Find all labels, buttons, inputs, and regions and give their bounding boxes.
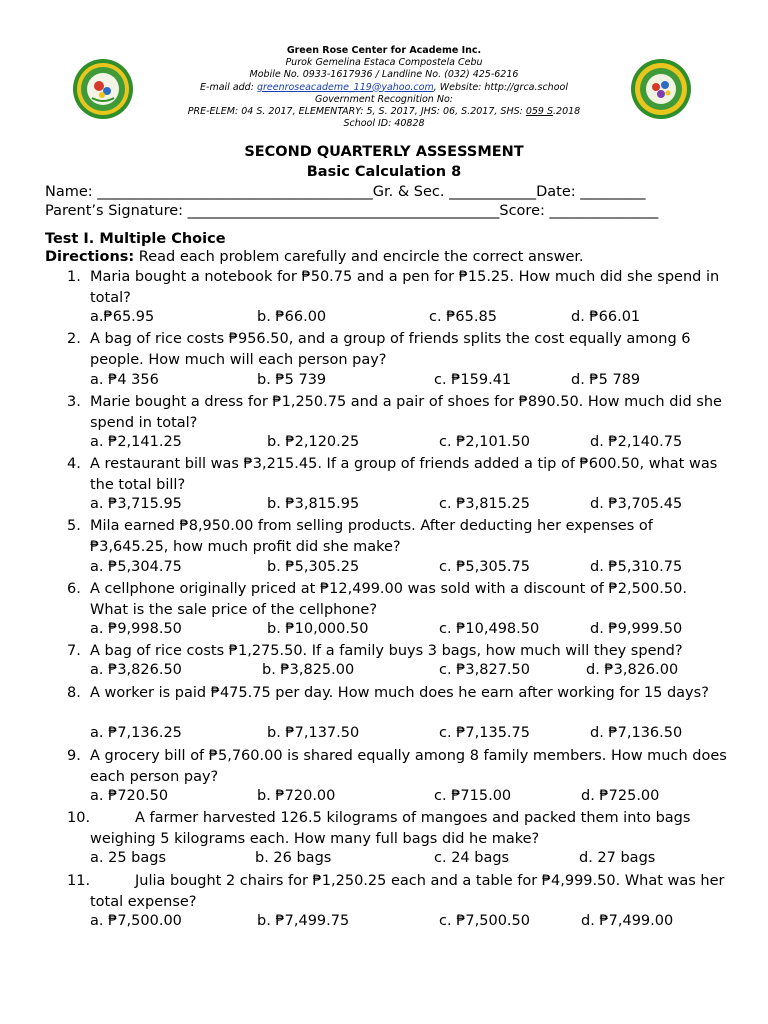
question-6 xyxy=(67,579,727,621)
question-text: Mila earned ₱8,950.00 from selling products. After deducting her expenses of ₱3,645.25, how much profit did she make? xyxy=(90,518,653,555)
choice-b[interactable]: b. ₱2,120.25 xyxy=(267,434,360,450)
choices-10 xyxy=(90,850,730,871)
website: , Website: http://grca.school xyxy=(433,81,568,93)
choice-b[interactable]: b. ₱7,499.75 xyxy=(257,913,350,929)
choice-b[interactable]: b. ₱5 739 xyxy=(257,372,327,388)
choice-d[interactable]: d. ₱5,310.75 xyxy=(590,559,683,575)
choice-c[interactable]: c. ₱715.00 xyxy=(434,788,512,804)
choice-c[interactable]: c. ₱10,498.50 xyxy=(439,621,540,637)
choice-b[interactable]: b. 26 bags xyxy=(255,850,332,866)
question-number: 8. xyxy=(67,685,81,701)
choice-a[interactable]: a. ₱7,136.25 xyxy=(90,725,182,741)
email-label: E-mail add: xyxy=(200,81,257,93)
choice-d[interactable]: d. ₱7,136.50 xyxy=(590,725,683,741)
question-number: 4. xyxy=(67,456,81,472)
choice-a[interactable]: a. 25 bags xyxy=(90,850,167,866)
school-name: Green Rose Center for Academe Inc. xyxy=(286,45,482,56)
choice-d[interactable]: d. ₱3,705.45 xyxy=(590,496,683,512)
recognition-title: Government Recognition No: xyxy=(315,93,453,105)
choices-11 xyxy=(90,913,730,934)
choice-a[interactable]: a. ₱4 356 xyxy=(90,372,159,388)
choice-b[interactable]: b. ₱3,815.95 xyxy=(267,496,360,512)
choice-c[interactable]: c. ₱3,815.25 xyxy=(439,496,530,512)
choice-a[interactable]: a. ₱3,826.50 xyxy=(90,662,182,678)
question-7 xyxy=(67,641,727,662)
directions-label: Directions: xyxy=(45,249,135,265)
choice-c[interactable]: c. ₱7,500.50 xyxy=(439,913,530,929)
choice-b[interactable]: b. ₱66.00 xyxy=(257,309,327,325)
school-id: School ID: 40828 xyxy=(343,118,425,130)
choice-b[interactable]: b. ₱10,000.50 xyxy=(267,621,369,637)
choices-4 xyxy=(90,496,730,517)
question-text: A bag of rice costs ₱1,275.50. If a family buys 3 bags, how much will they spend? xyxy=(90,643,683,659)
choice-d[interactable]: d. ₱725.00 xyxy=(581,788,660,804)
choice-c[interactable]: c. ₱5,305.75 xyxy=(439,559,530,575)
signature-line: Parent’s Signature: ___________________________________________Score: _______________ xyxy=(45,203,659,219)
choice-a[interactable]: a. ₱9,998.50 xyxy=(90,621,182,637)
question-text: A worker is paid ₱475.75 per day. How much does he earn after working for 15 days? xyxy=(90,685,709,701)
school-address: Purok Gemelina Estaca Compostela Cebu xyxy=(285,57,483,69)
question-text: Maria bought a notebook for ₱50.75 and a pen for ₱15.25. How much did she spend in total? xyxy=(90,269,720,306)
recognition-part-3: .2018 xyxy=(553,106,581,118)
choice-a[interactable]: a.₱65.95 xyxy=(90,309,155,325)
question-number: 6. xyxy=(67,581,81,597)
question-text: Marie bought a dress for ₱1,250.75 and a pair of shoes for ₱890.50. How much did she spend in total? xyxy=(90,394,722,431)
choice-a[interactable]: a. ₱2,141.25 xyxy=(90,434,182,450)
name-line: Name: ______________________________________Gr. & Sec. ____________Date: _________ xyxy=(45,184,646,200)
question-number: 1. xyxy=(67,269,81,285)
question-number: 7. xyxy=(67,643,81,659)
choice-b[interactable]: b. ₱5,305.25 xyxy=(267,559,360,575)
question-number: 9. xyxy=(67,748,81,764)
recognition-numbers xyxy=(0,106,768,118)
question-8 xyxy=(67,683,727,704)
question-3 xyxy=(67,392,727,434)
choice-c[interactable]: c. ₱65.85 xyxy=(429,309,497,325)
question-2 xyxy=(67,329,727,371)
question-10 xyxy=(67,808,727,850)
question-text: A bag of rice costs ₱956.50, and a group of friends splits the cost equally among 6 people. How much will each person pay? xyxy=(90,331,691,368)
question-4 xyxy=(67,454,727,496)
question-11 xyxy=(67,871,727,913)
choice-d[interactable]: d. ₱7,499.00 xyxy=(581,913,674,929)
choices-5 xyxy=(90,559,730,580)
question-number: 11. xyxy=(67,873,91,889)
school-email-line xyxy=(0,82,768,94)
question-number: 3. xyxy=(67,394,81,410)
assessment-title xyxy=(0,142,768,182)
choice-d[interactable]: d. 27 bags xyxy=(579,850,656,866)
choice-c[interactable]: c. ₱3,827.50 xyxy=(439,662,530,678)
section-title: Test I. Multiple Choice xyxy=(45,231,226,247)
title-sub: Basic Calculation 8 xyxy=(306,164,462,180)
choice-d[interactable]: d. ₱66.01 xyxy=(571,309,641,325)
choice-c[interactable]: c. ₱7,135.75 xyxy=(439,725,530,741)
recognition-part-2: 059 S xyxy=(525,106,554,118)
question-number: 5. xyxy=(67,518,81,534)
choices-9 xyxy=(90,788,730,809)
choice-b[interactable]: b. ₱3,825.00 xyxy=(262,662,355,678)
choice-c[interactable]: c. ₱2,101.50 xyxy=(439,434,530,450)
question-5 xyxy=(67,516,727,558)
choices-6 xyxy=(90,621,730,642)
email-link[interactable]: greenroseacademe_119@yahoo.com xyxy=(256,81,434,93)
choice-d[interactable]: d. ₱2,140.75 xyxy=(590,434,683,450)
choice-d[interactable]: d. ₱3,826.00 xyxy=(586,662,679,678)
question-number: 10. xyxy=(67,810,91,826)
choice-c[interactable]: c. ₱159.41 xyxy=(434,372,512,388)
title-main: SECOND QUARTERLY ASSESSMENT xyxy=(244,144,524,160)
directions-text: Read each problem carefully and encircle the correct answer. xyxy=(134,249,584,265)
choice-d[interactable]: d. ₱5 789 xyxy=(571,372,641,388)
choice-a[interactable]: a. ₱7,500.00 xyxy=(90,913,182,929)
choices-8 xyxy=(90,725,730,746)
question-text: Julia bought 2 chairs for ₱1,250.25 each and a table for ₱4,999.50. What was her total expense? xyxy=(90,873,725,910)
question-number: 2. xyxy=(67,331,81,347)
school-header xyxy=(0,45,768,130)
question-text: A grocery bill of ₱5,760.00 is shared equally among 8 family members. How much does each person pay? xyxy=(90,748,727,785)
choice-b[interactable]: b. ₱7,137.50 xyxy=(267,725,360,741)
school-contact: Mobile No. 0933-1617936 / Landline No. (032) 425-6216 xyxy=(249,69,519,81)
question-text: A farmer harvested 126.5 kilograms of mangoes and packed them into bags weighing 5 kilograms each. How many full bags did he make? xyxy=(90,810,691,847)
choices-7 xyxy=(90,662,730,683)
recognition-part-1: PRE-ELEM: 04 S. 2017, ELEMENTARY: 5, S. 2017, JHS: 06, S.2017, SHS: xyxy=(187,106,526,118)
choice-a[interactable]: a. ₱720.50 xyxy=(90,788,169,804)
choices-3 xyxy=(90,434,730,455)
choice-b[interactable]: b. ₱720.00 xyxy=(257,788,336,804)
question-1 xyxy=(67,267,727,309)
question-text: A restaurant bill was ₱3,215.45. If a group of friends added a tip of ₱600.50, what was the total bill? xyxy=(90,456,718,493)
choice-a[interactable]: a. ₱3,715.95 xyxy=(90,496,182,512)
choices-2 xyxy=(90,372,730,393)
choice-d[interactable]: d. ₱9,999.50 xyxy=(590,621,683,637)
choice-c[interactable]: c. 24 bags xyxy=(434,850,510,866)
question-9 xyxy=(67,746,727,788)
choice-a[interactable]: a. ₱5,304.75 xyxy=(90,559,182,575)
directions xyxy=(45,249,584,265)
question-text: A cellphone originally priced at ₱12,499.00 was sold with a discount of ₱2,500.50. What is the sale price of the cellphone? xyxy=(90,581,687,618)
choices-1 xyxy=(90,309,730,330)
